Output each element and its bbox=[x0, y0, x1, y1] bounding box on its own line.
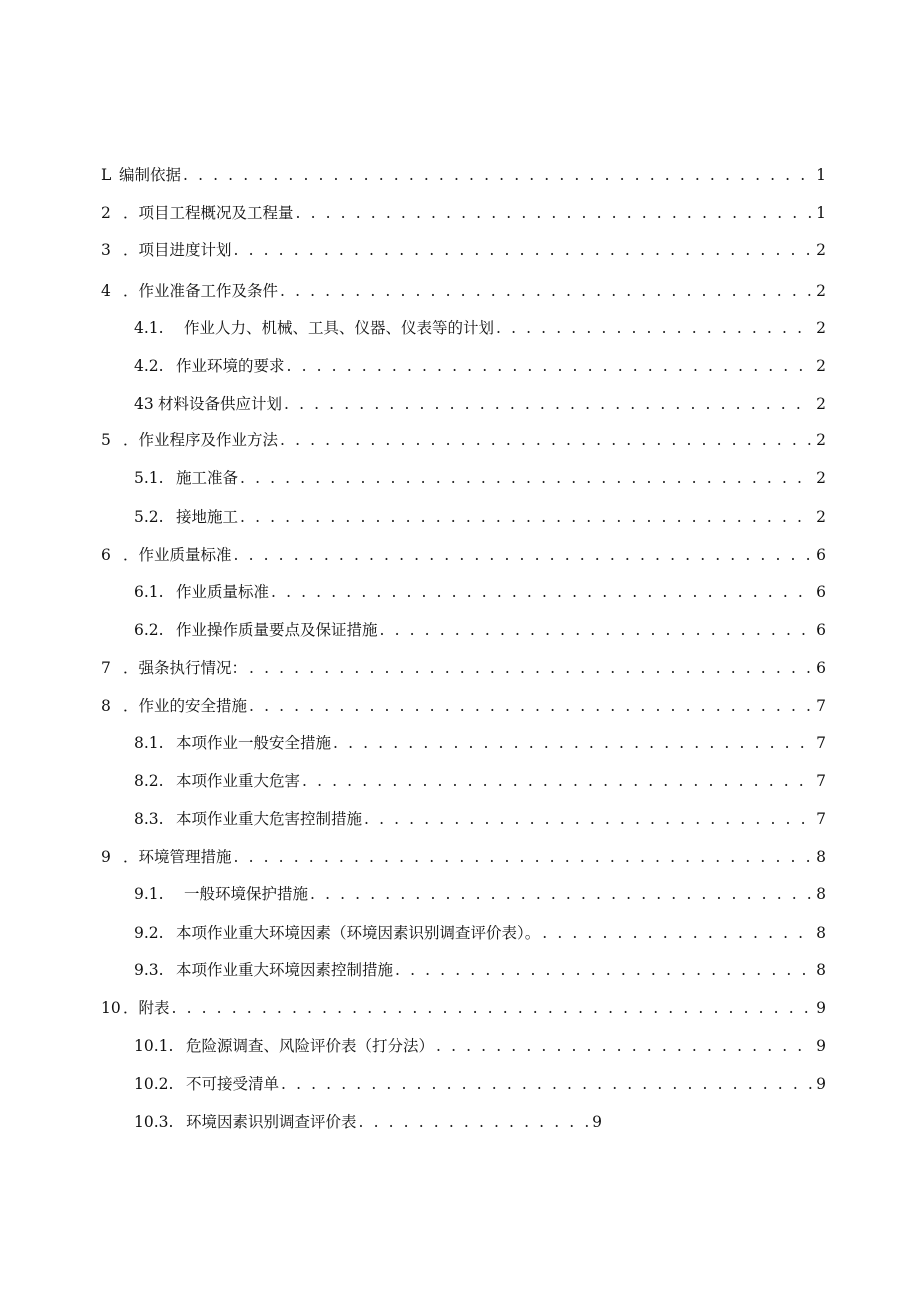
toc-entry[interactable] bbox=[101, 201, 826, 225]
toc-dot-leader bbox=[364, 807, 812, 831]
toc-entry-number: 4 bbox=[101, 282, 111, 300]
toc-entry-number: 7 bbox=[101, 659, 111, 677]
toc-entry-page: 6 bbox=[816, 583, 826, 601]
toc-dot-leader bbox=[281, 1072, 812, 1096]
toc-entry-number: 6.2. bbox=[134, 621, 164, 639]
toc-entry[interactable] bbox=[101, 996, 826, 1020]
toc-entry-title: ．作业的安全措施 bbox=[123, 697, 248, 715]
toc-entry-title: 作业人力、机械、工具、仪器、仪表等的计划 bbox=[184, 319, 495, 337]
toc-entry-number: 5.1. bbox=[134, 469, 164, 487]
toc-entry-number: 4.2. bbox=[134, 357, 164, 375]
toc-subentry[interactable] bbox=[134, 1034, 826, 1058]
toc-entry-number: 5.2. bbox=[134, 508, 164, 526]
toc-entry-number: 8.2. bbox=[134, 772, 164, 790]
toc-entry-title: ．环境管理措施 bbox=[123, 848, 232, 866]
toc-entry-page: 8 bbox=[816, 885, 826, 903]
toc-dot-leader bbox=[172, 996, 813, 1020]
toc-subentry[interactable] bbox=[134, 921, 826, 945]
toc-entry-title: 危险源调查、风险评价表（打分法） bbox=[186, 1037, 435, 1055]
toc-entry[interactable] bbox=[101, 428, 826, 452]
toc-dot-leader bbox=[359, 1110, 589, 1134]
toc-subentry[interactable] bbox=[134, 505, 826, 529]
toc-entry-number: 9.1. bbox=[134, 885, 164, 903]
toc-entry-title: 本项作业重大危害控制措施 bbox=[176, 810, 363, 828]
toc-dot-leader bbox=[296, 201, 813, 225]
toc-entry-page: 7 bbox=[816, 734, 826, 752]
toc-dot-leader bbox=[496, 316, 812, 340]
toc-entry-page: 9 bbox=[816, 1037, 826, 1055]
toc-entry-number: 9.3. bbox=[134, 961, 164, 979]
toc-dot-leader bbox=[436, 1034, 812, 1058]
toc-subentry[interactable] bbox=[134, 466, 826, 490]
toc-entry-title: 材料设备供应计划 bbox=[158, 395, 283, 413]
toc-entry-page: 6 bbox=[816, 621, 826, 639]
toc-dot-leader bbox=[271, 580, 812, 604]
toc-dot-leader bbox=[302, 769, 812, 793]
toc-entry-number: 8.1. bbox=[134, 734, 164, 752]
toc-entry-title: ．作业质量标准 bbox=[123, 546, 232, 564]
toc-dot-leader bbox=[234, 543, 813, 567]
toc-entry-title: 施工准备 bbox=[176, 469, 239, 487]
toc-entry-number: 10.2. bbox=[134, 1075, 174, 1093]
toc-entry-title: 本项作业重大环境因素控制措施 bbox=[176, 961, 394, 979]
toc-entry-number: 6.1. bbox=[134, 583, 164, 601]
toc-entry-page: 9 bbox=[816, 999, 826, 1017]
toc-entry-number: L bbox=[101, 166, 112, 184]
toc-entry[interactable] bbox=[101, 279, 826, 303]
toc-entry-title: 作业操作质量要点及保证措施 bbox=[176, 621, 378, 639]
toc-entry-page: 8 bbox=[816, 961, 826, 979]
toc-subentry[interactable] bbox=[134, 316, 826, 340]
toc-entry-title: 一般环境保护措施 bbox=[184, 885, 309, 903]
toc-entry-title: 不可接受清单 bbox=[186, 1075, 280, 1093]
toc-entry-page: 7 bbox=[816, 697, 826, 715]
toc-entry-title: 本项作业重大危害 bbox=[176, 772, 301, 790]
toc-entry-title: 本项作业一般安全措施 bbox=[176, 734, 332, 752]
toc-entry-page: 2 bbox=[816, 508, 826, 526]
toc-subentry[interactable] bbox=[134, 731, 826, 755]
toc-entry-title: 环境因素识别调查评价表 bbox=[186, 1113, 357, 1131]
toc-subentry[interactable] bbox=[134, 769, 826, 793]
toc-dot-leader bbox=[249, 656, 812, 680]
toc-entry-number: 9 bbox=[101, 848, 111, 866]
toc-dot-leader bbox=[395, 958, 812, 982]
toc-entry-page: 7 bbox=[816, 772, 826, 790]
toc-entry-number: 5 bbox=[101, 431, 111, 449]
toc-dot-leader bbox=[234, 238, 813, 262]
toc-subentry[interactable] bbox=[134, 618, 826, 642]
toc-entry[interactable] bbox=[101, 656, 826, 680]
toc-entry-page: 9 bbox=[592, 1113, 602, 1131]
toc-entry-title: ．项目工程概况及工程量 bbox=[123, 204, 294, 222]
toc-entry-number: 8.3. bbox=[134, 810, 164, 828]
toc-entry-number: 8 bbox=[101, 697, 111, 715]
toc-entry-number: 10.3. bbox=[134, 1113, 174, 1131]
toc-entry-page: 1 bbox=[816, 204, 826, 222]
toc-entry-page: 9 bbox=[816, 1075, 826, 1093]
toc-subentry[interactable] bbox=[134, 354, 826, 378]
toc-entry-page: 8 bbox=[816, 848, 826, 866]
toc-entry[interactable] bbox=[101, 543, 826, 567]
toc-entry-page: 1 bbox=[816, 166, 826, 184]
toc-entry-number: 10.1. bbox=[134, 1037, 174, 1055]
toc-entry-page: 2 bbox=[816, 357, 826, 375]
toc-subentry[interactable] bbox=[134, 958, 826, 982]
toc-entry-title: 编制依据 bbox=[119, 166, 182, 184]
toc-dot-leader bbox=[183, 163, 812, 187]
toc-entry-page: 6 bbox=[816, 546, 826, 564]
toc-dot-leader bbox=[234, 845, 813, 869]
toc-entry[interactable] bbox=[101, 163, 826, 187]
toc-entry-number: 10 bbox=[101, 999, 121, 1017]
toc-dot-leader bbox=[310, 882, 812, 906]
toc-entry-page: 2 bbox=[816, 431, 826, 449]
toc-dot-leader bbox=[240, 466, 812, 490]
toc-entry-title: ．强条执行情况： bbox=[123, 659, 248, 677]
toc-entry-number: 9.2. bbox=[134, 924, 164, 942]
toc-entry-title: 作业环境的要求 bbox=[176, 357, 285, 375]
toc-dot-leader bbox=[287, 354, 813, 378]
toc-entry-page: 2 bbox=[816, 469, 826, 487]
toc-entry[interactable] bbox=[101, 238, 826, 262]
toc-dot-leader bbox=[280, 428, 812, 452]
toc-entry-number: 3 bbox=[101, 241, 111, 259]
toc-entry-number: 6 bbox=[101, 546, 111, 564]
toc-subentry[interactable] bbox=[134, 1110, 602, 1134]
toc-subentry[interactable] bbox=[134, 580, 826, 604]
toc-entry-title: 作业质量标准 bbox=[176, 583, 270, 601]
toc-dot-leader bbox=[380, 618, 813, 642]
toc-entry-page: 8 bbox=[816, 924, 826, 942]
toc-entry-number: 4.1. bbox=[134, 319, 164, 337]
toc-entry-title: ．作业程序及作业方法 bbox=[123, 431, 279, 449]
toc-entry-title: ．项目进度计划 bbox=[123, 241, 232, 259]
toc-subentry[interactable] bbox=[134, 807, 826, 831]
toc-subentry[interactable] bbox=[134, 1072, 826, 1096]
toc-dot-leader bbox=[249, 694, 812, 718]
toc-dot-leader bbox=[280, 279, 812, 303]
toc-entry-number: 2 bbox=[101, 204, 111, 222]
toc-entry-title: ．作业准备工作及条件 bbox=[123, 282, 279, 300]
toc-dot-leader bbox=[333, 731, 812, 755]
toc-entry-title: 接地施工 bbox=[176, 508, 239, 526]
toc-dot-leader bbox=[542, 921, 812, 945]
toc-entry-title: ．附表 bbox=[123, 999, 170, 1017]
toc-entry-number: 43 bbox=[134, 395, 154, 413]
toc-subentry[interactable] bbox=[134, 392, 826, 416]
toc-subentry[interactable] bbox=[134, 882, 826, 906]
toc-entry-page: 2 bbox=[816, 395, 826, 413]
toc-entry-title: 本项作业重大环境因素（环境因素识别调查评价表）。 bbox=[176, 924, 541, 942]
toc-dot-leader bbox=[284, 392, 812, 416]
toc-entry-page: 7 bbox=[816, 810, 826, 828]
toc-entry-page: 2 bbox=[816, 282, 826, 300]
toc-entry-page: 6 bbox=[816, 659, 826, 677]
toc-entry[interactable] bbox=[101, 845, 826, 869]
toc-entry-page: 2 bbox=[816, 241, 826, 259]
toc-entry[interactable] bbox=[101, 694, 826, 718]
toc-dot-leader bbox=[240, 505, 812, 529]
toc-entry-page: 2 bbox=[816, 319, 826, 337]
